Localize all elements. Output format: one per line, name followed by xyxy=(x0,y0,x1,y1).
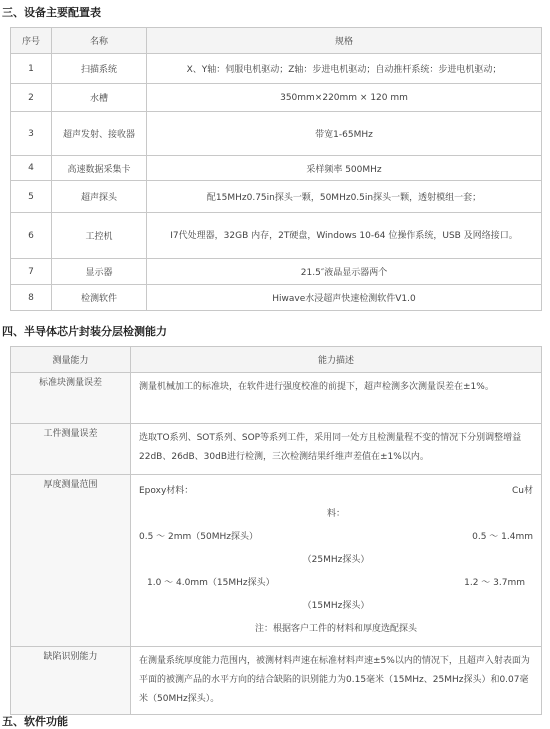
row-spec: Hiwave水浸超声快速检测软件V1.0 xyxy=(147,285,542,311)
table-row xyxy=(11,424,542,475)
row-spec: 配15MHz0.75in探头一颗，50MHz0.5in探头一颗，透射模组一套； xyxy=(147,181,542,213)
row-name: 检测软件 xyxy=(52,285,147,311)
capability-table xyxy=(10,346,542,715)
range-cu-1: 0.5 ～ 1.4mm xyxy=(472,532,533,542)
thickness-desc xyxy=(131,475,542,647)
row-spec: I7代处理器，32GB 内存，2T硬盘，Windows 10-64 位操作系统，USB 及网络接口。 xyxy=(147,213,542,259)
capability-header: 测量能力 xyxy=(11,347,131,373)
thickness-note: 注：根据客户工件的材料和厚度选配探头 xyxy=(254,624,417,634)
table-row xyxy=(11,54,542,84)
row-name: 高速数据采集卡 xyxy=(52,156,147,181)
table-row xyxy=(11,84,542,112)
col-name-header: 名称 xyxy=(52,28,147,54)
workpiece-desc: 选取TO系列、SOT系列、SOP等系列工件，采用同一处方且检测量程不变的情况下分别调整增益22dB、26dB、30dB进行检测，三次检测结果纤维声差值在±1%以内。 xyxy=(131,424,542,475)
row-no: 7 xyxy=(11,259,52,285)
std-block-desc: 测量机械加工的标准块，在软件进行强度校准的前提下，超声检测多次测量误差在±1%。 xyxy=(131,373,542,424)
row-no: 1 xyxy=(11,54,52,84)
row-name: 水槽 xyxy=(52,84,147,112)
table-row xyxy=(11,181,542,213)
row-name: 显示器 xyxy=(52,259,147,285)
table-row xyxy=(11,475,542,647)
row-spec: 21.5″液晶显示器两个 xyxy=(147,259,542,285)
section3-title: 三、设备主要配置表 xyxy=(2,6,101,19)
description-header: 能力描述 xyxy=(131,347,542,373)
table-row xyxy=(11,112,542,156)
epoxy-label: Epoxy材料： xyxy=(139,486,194,496)
row-no: 8 xyxy=(11,285,52,311)
row-spec: X、Y轴：伺服电机驱动；Z轴：步进电机驱动；自动推杆系统：步进电机驱动； xyxy=(147,54,542,84)
defect-desc: 在测量系统厚度能力范围内，被测材料声速在标准材料声速±5%以内的情况下，且超声入射表面为平面的被测产品的水平方向的结合缺陷的识别能力为0.15毫米（15MHz、25MHz探头）和0.07毫米（50MHz探头）。 xyxy=(131,647,542,715)
row-no: 2 xyxy=(11,84,52,112)
row-spec: 带宽1-65MHz xyxy=(147,112,542,156)
probe-2: （15MHz探头） xyxy=(302,601,370,611)
defect-label: 缺陷识别能力 xyxy=(11,647,131,715)
row-name: 超声发射、接收器 xyxy=(52,112,147,156)
table-row xyxy=(11,213,542,259)
row-name: 工控机 xyxy=(52,213,147,259)
table-row xyxy=(11,156,542,181)
table-row xyxy=(11,373,542,424)
config-table xyxy=(10,27,542,311)
row-no: 4 xyxy=(11,156,52,181)
thickness-label: 厚度测量范围 xyxy=(11,475,131,647)
range-epoxy-1: 0.5 ～ 2mm（50MHz探头） xyxy=(139,532,259,542)
cu-label-cont: 料： xyxy=(326,509,345,519)
probe-1: （25MHz探头） xyxy=(302,555,370,565)
table-row xyxy=(11,285,542,311)
col-spec-header: 规格 xyxy=(147,28,542,54)
row-spec: 350mm×220mm × 120 mm xyxy=(147,84,542,112)
table-row xyxy=(11,259,542,285)
table-row xyxy=(11,647,542,715)
row-no: 5 xyxy=(11,181,52,213)
row-no: 6 xyxy=(11,213,52,259)
col-no-header: 序号 xyxy=(11,28,52,54)
workpiece-label: 工件测量误差 xyxy=(11,424,131,475)
range-cu-2: 1.2 ～ 3.7mm xyxy=(464,578,525,588)
row-name: 扫描系统 xyxy=(52,54,147,84)
std-block-label: 标准块测量误差 xyxy=(11,373,131,424)
cu-label: Cu材 xyxy=(512,486,533,496)
section5-title: 五、软件功能 xyxy=(2,715,68,728)
row-name: 超声探头 xyxy=(52,181,147,213)
section4-title: 四、半导体芯片封装分层检测能力 xyxy=(2,325,167,338)
row-spec: 采样频率 500MHz xyxy=(147,156,542,181)
row-no: 3 xyxy=(11,112,52,156)
range-epoxy-2: 1.0 ～ 4.0mm（15MHz探头） xyxy=(147,578,275,588)
